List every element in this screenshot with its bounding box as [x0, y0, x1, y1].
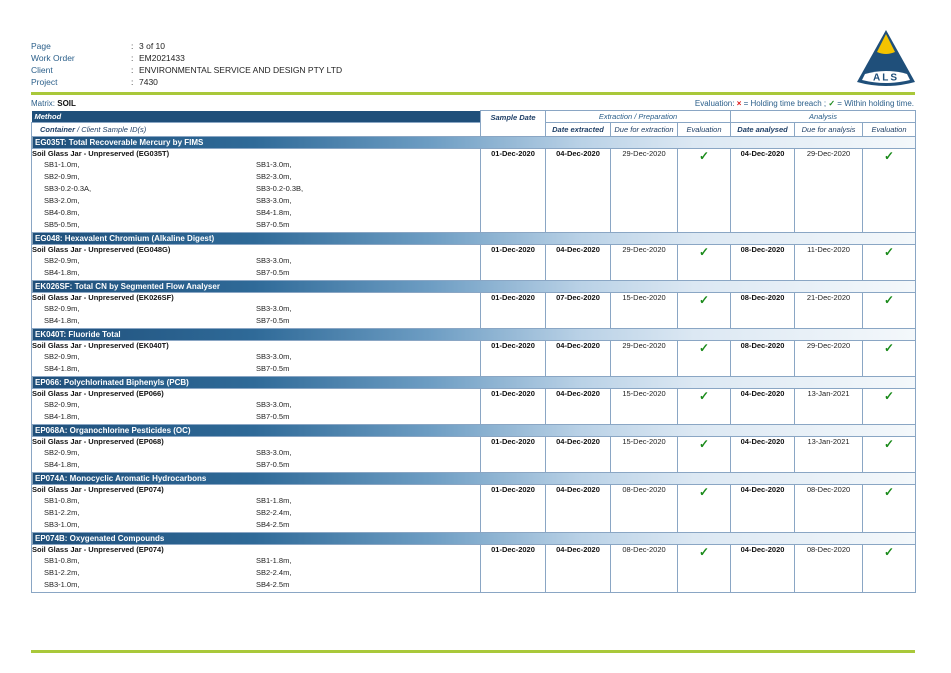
sample-id-list	[32, 303, 480, 327]
sample-date: 01-Dec-2020	[481, 245, 546, 281]
check-icon: ✓	[863, 545, 916, 593]
sample-id: SB4-2.5m	[256, 580, 290, 589]
method-title: EK026SF: Total CN by Segmented Flow Analyser	[32, 281, 916, 293]
due-for-analysis: 08-Dec-2020	[795, 545, 863, 593]
check-icon: ✓	[863, 341, 916, 377]
sample-date-header: Sample Date	[481, 111, 546, 137]
date-extracted: 07-Dec-2020	[546, 293, 611, 329]
container-name: Soil Glass Jar - Unpreserved (EG048G)	[32, 245, 171, 254]
date-analysed: 08-Dec-2020	[731, 341, 795, 377]
sample-id: SB1-1.8m,	[256, 496, 292, 505]
sample-id: SB4-1.8m,	[256, 208, 292, 217]
sample-id-list	[32, 555, 480, 591]
table-row	[32, 437, 916, 473]
evaluation-legend	[695, 99, 914, 108]
method-section-header	[32, 473, 916, 485]
sample-id: SB2-0.9m,	[44, 448, 80, 457]
container-name: Soil Glass Jar - Unpreserved (EP068)	[32, 437, 164, 446]
table-row	[32, 545, 916, 593]
sample-id: SB3-0.2-0.3B,	[256, 184, 304, 193]
due-for-analysis: 21-Dec-2020	[795, 293, 863, 329]
date-extracted: 04-Dec-2020	[546, 485, 611, 533]
sample-id: SB2-0.9m,	[44, 304, 80, 313]
container-header-suffix: / Client Sample ID(s)	[77, 125, 147, 134]
sample-id: SB4-1.8m,	[44, 268, 80, 277]
sample-date: 01-Dec-2020	[481, 293, 546, 329]
check-icon: ✓	[863, 245, 916, 281]
sample-id: SB7-0.5m	[256, 268, 290, 277]
date-analysed: 04-Dec-2020	[731, 545, 795, 593]
sample-id: SB4-1.8m,	[44, 316, 80, 325]
table-row	[32, 293, 916, 329]
sample-id: SB7-0.5m	[256, 220, 290, 229]
due-analysis-header: Due for analysis	[795, 123, 863, 137]
due-for-extraction: 15-Dec-2020	[611, 293, 678, 329]
header-label: Client	[31, 65, 53, 75]
sample-id: SB3-3.0m,	[256, 448, 292, 457]
sample-date: 01-Dec-2020	[481, 485, 546, 533]
holding-time-table	[31, 110, 916, 593]
header-value: ENVIRONMENTAL SERVICE AND DESIGN PTY LTD	[139, 65, 343, 75]
due-for-extraction: 29-Dec-2020	[611, 341, 678, 377]
check-icon: ✓	[863, 389, 916, 425]
due-for-analysis: 08-Dec-2020	[795, 485, 863, 533]
sample-id: SB3-3.0m,	[256, 304, 292, 313]
check-icon: ✓	[678, 485, 731, 533]
sample-id: SB2-0.9m,	[44, 400, 80, 409]
check-icon: ✓	[678, 341, 731, 377]
matrix-value: SOIL	[57, 99, 76, 108]
due-for-analysis: 11-Dec-2020	[795, 245, 863, 281]
container-name: Soil Glass Jar - Unpreserved (EG035T)	[32, 149, 170, 158]
table-body	[32, 137, 916, 593]
method-header: Method	[32, 111, 481, 123]
check-icon: ✓	[678, 245, 731, 281]
check-icon: ✓	[863, 293, 916, 329]
sample-id-list	[32, 159, 480, 231]
method-section-header	[32, 425, 916, 437]
due-for-analysis: 29-Dec-2020	[795, 341, 863, 377]
header-row-client: Client : ENVIRONMENTAL SERVICE AND DESIGN PTY LTD	[31, 65, 343, 75]
date-extracted: 04-Dec-2020	[546, 545, 611, 593]
due-extraction-header: Due for extraction	[611, 123, 678, 137]
sample-id: SB1-2.2m,	[44, 568, 80, 577]
sample-id: SB7-0.5m	[256, 364, 290, 373]
method-title: EG035T: Total Recoverable Mercury by FIMS	[32, 137, 916, 149]
method-title: EP074A: Monocyclic Aromatic Hydrocarbons	[32, 473, 916, 485]
header-value: 3 of 10	[139, 41, 165, 51]
sample-id: SB7-0.5m	[256, 316, 290, 325]
date-extracted: 04-Dec-2020	[546, 149, 611, 233]
sample-date: 01-Dec-2020	[481, 341, 546, 377]
due-for-extraction: 15-Dec-2020	[611, 437, 678, 473]
sample-id: SB3-2.0m,	[44, 196, 80, 205]
table-row	[32, 389, 916, 425]
header-divider	[31, 92, 915, 95]
logo-text: ALS	[873, 72, 899, 84]
breach-icon: ×	[736, 99, 742, 108]
due-for-extraction: 29-Dec-2020	[611, 149, 678, 233]
sample-id: SB3-3.0m,	[256, 196, 292, 205]
date-analysed-header: Date analysed	[731, 123, 795, 137]
sample-id-list	[32, 399, 480, 423]
date-extracted: 04-Dec-2020	[546, 245, 611, 281]
method-title: EP074B: Oxygenated Compounds	[32, 533, 916, 545]
header-label: Project	[31, 77, 58, 87]
container-name: Soil Glass Jar - Unpreserved (EK040T)	[32, 341, 169, 350]
sample-date: 01-Dec-2020	[481, 149, 546, 233]
check-icon: ✓	[678, 437, 731, 473]
table-row	[32, 341, 916, 377]
sample-id: SB3-3.0m,	[256, 400, 292, 409]
method-section-header	[32, 533, 916, 545]
due-for-analysis: 13-Jan-2021	[795, 437, 863, 473]
method-title: EK040T: Fluoride Total	[32, 329, 916, 341]
sample-id: SB2-3.0m,	[256, 172, 292, 181]
als-logo-icon	[855, 28, 917, 88]
method-title: EP066: Polychlorinated Biphenyls (PCB)	[32, 377, 916, 389]
sample-id: SB1-0.8m,	[44, 556, 80, 565]
date-analysed: 04-Dec-2020	[731, 389, 795, 425]
container-header-label: Container	[40, 125, 76, 134]
sample-id: SB2-2.4m,	[256, 508, 292, 517]
method-title: EP068A: Organochlorine Pesticides (OC)	[32, 425, 916, 437]
check-icon: ✓	[678, 545, 731, 593]
sample-id-list	[32, 255, 480, 279]
within-text: = Within holding time.	[837, 99, 914, 108]
sample-id-list	[32, 447, 480, 471]
breach-text: = Holding time breach ;	[743, 99, 827, 108]
sample-id: SB4-0.8m,	[44, 208, 80, 217]
method-section-header	[32, 281, 916, 293]
check-icon: ✓	[678, 293, 731, 329]
date-extracted: 04-Dec-2020	[546, 437, 611, 473]
evaluation-legend-prefix: Evaluation:	[694, 99, 735, 108]
sample-id: SB3-3.0m,	[256, 256, 292, 265]
table-row	[32, 149, 916, 233]
table-row	[32, 245, 916, 281]
check-icon: ✓	[863, 437, 916, 473]
sample-id: SB1-0.8m,	[44, 496, 80, 505]
table-row	[32, 485, 916, 533]
date-analysed: 04-Dec-2020	[731, 149, 795, 233]
report-header	[31, 40, 342, 88]
container-name: Soil Glass Jar - Unpreserved (EP074)	[32, 485, 164, 494]
sample-id: SB5-0.5m,	[44, 220, 80, 229]
sample-id: SB2-0.9m,	[44, 256, 80, 265]
sample-id-list	[32, 351, 480, 375]
header-value: EM2021433	[139, 53, 185, 63]
check-icon: ✓	[863, 149, 916, 233]
matrix-line	[31, 99, 76, 108]
due-for-extraction: 29-Dec-2020	[611, 245, 678, 281]
extraction-group-header: Extraction / Preparation	[546, 111, 731, 123]
due-for-analysis: 13-Jan-2021	[795, 389, 863, 425]
sample-id: SB1-3.0m,	[256, 160, 292, 169]
container-name: Soil Glass Jar - Unpreserved (EP074)	[32, 545, 164, 554]
due-for-extraction: 08-Dec-2020	[611, 545, 678, 593]
method-section-header	[32, 377, 916, 389]
sample-id: SB7-0.5m	[256, 460, 290, 469]
container-name: Soil Glass Jar - Unpreserved (EP066)	[32, 389, 164, 398]
due-for-extraction: 15-Dec-2020	[611, 389, 678, 425]
method-title: EG048: Hexavalent Chromium (Alkaline Digest)	[32, 233, 916, 245]
date-analysed: 08-Dec-2020	[731, 293, 795, 329]
sample-id: SB2-0.9m,	[44, 172, 80, 181]
check-icon: ✓	[828, 99, 836, 108]
date-extracted: 04-Dec-2020	[546, 341, 611, 377]
check-icon: ✓	[678, 149, 731, 233]
container-header	[32, 123, 481, 137]
due-for-extraction: 08-Dec-2020	[611, 485, 678, 533]
sample-id: SB1-1.0m,	[44, 160, 80, 169]
sample-id: SB2-0.9m,	[44, 352, 80, 361]
header-value: 7430	[139, 77, 158, 87]
date-analysed: 08-Dec-2020	[731, 245, 795, 281]
date-analysed: 04-Dec-2020	[731, 437, 795, 473]
sample-id: SB3-1.0m,	[44, 580, 80, 589]
sample-id: SB3-3.0m,	[256, 352, 292, 361]
sample-date: 01-Dec-2020	[481, 389, 546, 425]
date-extracted: 04-Dec-2020	[546, 389, 611, 425]
sample-date: 01-Dec-2020	[481, 437, 546, 473]
check-icon: ✓	[863, 485, 916, 533]
header-label: Work Order	[31, 53, 75, 63]
sample-id: SB3-1.0m,	[44, 520, 80, 529]
matrix-label: Matrix:	[31, 99, 55, 108]
header-row-work-order: Work Order : EM2021433	[31, 53, 185, 63]
extraction-evaluation-header: Evaluation	[678, 123, 731, 137]
header-row-project: Project : 7430	[31, 77, 158, 87]
sample-id: SB4-1.8m,	[44, 412, 80, 421]
container-name: Soil Glass Jar - Unpreserved (EK026SF)	[32, 293, 174, 302]
check-icon: ✓	[678, 389, 731, 425]
sample-date: 01-Dec-2020	[481, 545, 546, 593]
sample-id: SB2-2.4m,	[256, 568, 292, 577]
analysis-group-header: Analysis	[731, 111, 916, 123]
sample-id: SB3-0.2-0.3A,	[44, 184, 92, 193]
due-for-analysis: 29-Dec-2020	[795, 149, 863, 233]
method-section-header	[32, 137, 916, 149]
header-row-page: Page : 3 of 10	[31, 41, 165, 51]
analysis-evaluation-header: Evaluation	[863, 123, 916, 137]
sample-id: SB4-2.5m	[256, 520, 290, 529]
sample-id: SB4-1.8m,	[44, 364, 80, 373]
sample-id: SB7-0.5m	[256, 412, 290, 421]
sample-id-list	[32, 495, 480, 531]
footer-divider	[31, 650, 915, 653]
sample-id: SB1-1.8m,	[256, 556, 292, 565]
method-section-header	[32, 233, 916, 245]
header-label: Page	[31, 41, 51, 51]
sample-id: SB4-1.8m,	[44, 460, 80, 469]
date-extracted-header: Date extracted	[546, 123, 611, 137]
method-section-header	[32, 329, 916, 341]
sample-id: SB1-2.2m,	[44, 508, 80, 517]
date-analysed: 04-Dec-2020	[731, 485, 795, 533]
